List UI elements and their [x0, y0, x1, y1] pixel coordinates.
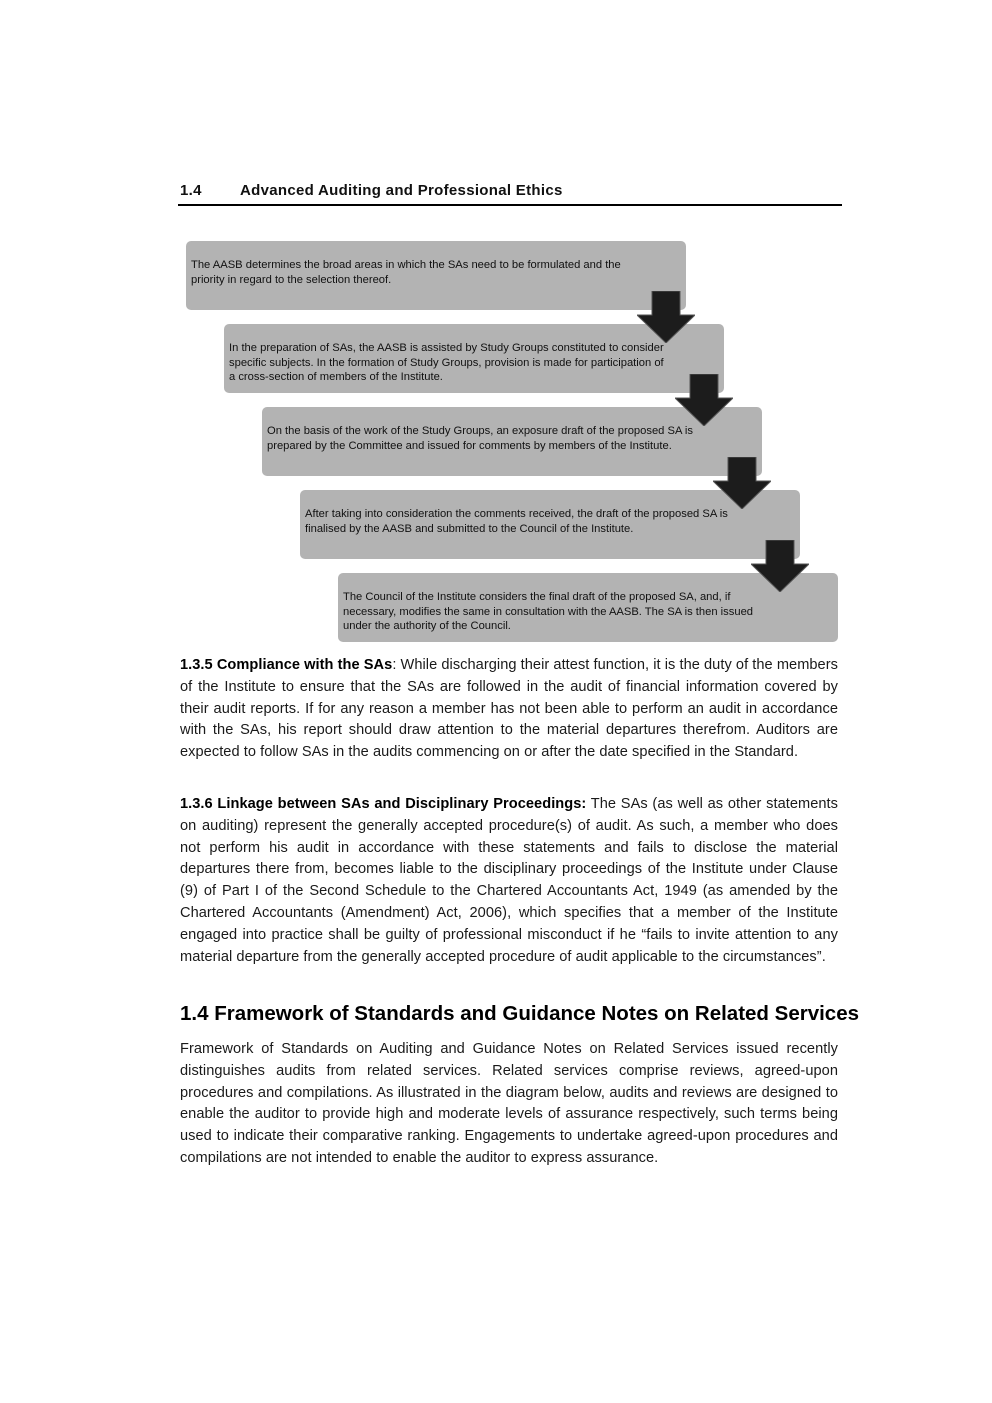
section-heading-1-4: 1.4 Framework of Standards and Guidance Notes on Related Services	[180, 1002, 859, 1025]
flow-step-1	[186, 241, 686, 310]
paragraph-1-4	[180, 1039, 838, 1170]
arrow-down-icon	[713, 457, 771, 509]
paragraph-heading: 1.3.5 Compliance with the SAs	[180, 657, 393, 673]
paragraph-1-3-5	[180, 655, 838, 764]
paragraph-text: Framework of Standards on Auditing and Guidance Notes on Related Services issued recently distinguishes audits from related services. Related services comprise reviews, agreed-upon procedures and compilations. As illustrated in the diagram below, audits and reviews are designed to enable the auditor to provide high and moderate levels of assurance respectively, such terms being used to indicate their comparative ranking. Engagements to undertake agreed-upon procedures and compilations are not intended to enable the auditor to express assurance.	[180, 1041, 838, 1166]
flow-step-2-text: In the preparation of SAs, the AASB is assisted by Study Groups constituted to consider specific subjects. In the formation of Study Groups, provision is made for participation of a cross-section of members of the Institute.	[229, 342, 664, 384]
arrow-down-icon	[637, 291, 695, 343]
flow-step-4-text: After taking into consideration the comments received, the draft of the proposed SA is finalised by the AASB and submitted to the Council of the Institute.	[305, 508, 728, 535]
page-number: 1.4	[180, 182, 202, 199]
arrow-down-icon	[751, 540, 809, 592]
flow-step-3-text: On the basis of the work of the Study Groups, an exposure draft of the proposed SA is prepared by the Committee and issued for comments by members of the Institute.	[267, 425, 693, 452]
paragraph-1-3-6	[180, 794, 838, 968]
flow-step-1-text: The AASB determines the broad areas in which the SAs need to be formulated and the priority in regard to the selection thereof.	[191, 259, 621, 286]
arrow-down-icon	[675, 374, 733, 426]
paragraph-text: The SAs (as well as other statements on auditing) represent the generally accepted procedure(s) of audit. As such, a member who does not perform his audit in accordance with these statements and fails to disclose the material departures there from, becomes liable to the disciplinary proceedings of the Institute under Clause (9) of Part I of the Second Schedule to the Chartered Accountants Act, 1949 (as amended by the Chartered Accountants (Amendment) Act, 2006), which specifies that a member of the Institute engaged into practice shall be guilty of professional misconduct if he “fails to invite attention to any material departure from the generally accepted procedure of audit applicable to the circumstances”.	[180, 796, 838, 965]
standard-setting-process-diagram	[0, 0, 992, 660]
paragraph-text: : While discharging their attest function, it is the duty of the members of the Institute to ensure that the SAs are followed in the audit of financial information covered by their audit reports. If for any reason a member has not been able to perform an audit in accordance with the SAs, his report should draw attention to the material departures therefrom. Auditors are expected to follow SAs in the audits commencing on or after the date specified in the Standard.	[180, 657, 838, 761]
flow-step-5-text: The Council of the Institute considers the final draft of the proposed SA, and, if necessary, modifies the same in consultation with the AASB. The SA is then issued under the authority of the Council.	[343, 591, 754, 633]
book-title: Advanced Auditing and Professional Ethics	[240, 182, 563, 199]
paragraph-heading: 1.3.6 Linkage between SAs and Disciplinary Proceedings:	[180, 796, 587, 812]
